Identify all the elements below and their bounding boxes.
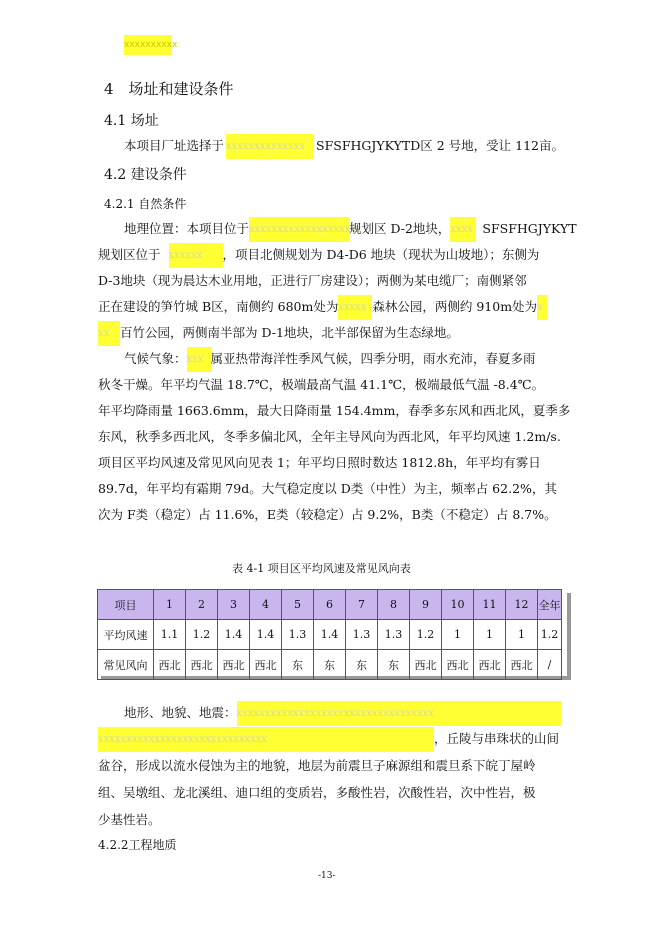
header-redacted-mark: xxxxxxxxxx (124, 35, 172, 55)
text: SFSFHGJYKYT (482, 221, 577, 236)
text: ，丘陵与串珠状的山间 (434, 731, 560, 746)
redacted-text: xxxxxxxxxxxxxxxxxxxxxxxxxxxxxxxxxxx (237, 701, 561, 726)
table-cell: 西北 (442, 650, 474, 680)
table-header-cell: 4 (250, 590, 282, 620)
table-header-cell: 2 (186, 590, 218, 620)
redacted-text: xxxxxxxxxxxxxxxxxxxxxxxxxxxxxx (98, 727, 434, 752)
table-cell: 西北 (506, 650, 538, 680)
table-cell: 1.3 (378, 620, 410, 650)
redacted-text: xxxxxxxxxxxxxxxxxxxx (249, 217, 349, 242)
text: 规划区 D-2地块， (349, 221, 451, 236)
table-cell: 1.2 (410, 620, 442, 650)
table-cell: 1 (506, 620, 538, 650)
redacted-text: xxxxx (338, 295, 372, 320)
table-cell: 西北 (410, 650, 442, 680)
table-cell: 平均风速 (98, 620, 154, 650)
table-header-cell: 7 (346, 590, 378, 620)
table-row (98, 650, 562, 680)
geo-line-4 (98, 294, 547, 320)
table-header-cell: 8 (378, 590, 410, 620)
table-header-cell: 9 (410, 590, 442, 620)
climate-line-2: 秋冬干燥。年平均气温 18.7℃，极端最高气温 41.1℃，极端最低气温 -8.4℃。 (98, 377, 545, 392)
table-cell: 东 (346, 650, 378, 680)
table-header-row (98, 590, 562, 620)
redacted-text: xxxxxx (169, 243, 223, 268)
table-cell: 东 (378, 650, 410, 680)
geo-line-1 (124, 216, 577, 242)
wind-table (97, 589, 562, 680)
climate-line-6: 89.7d，年平均有霜期 79d。大气稳定度以 D类（中性）为主，频率占 62.2%，其 (98, 481, 557, 496)
table-header-cell: 1 (154, 590, 186, 620)
table-header-cell: 项目 (98, 590, 154, 620)
text: 森林公园，两侧约 910m处为 (372, 299, 538, 314)
table-header-cell: 6 (314, 590, 346, 620)
table-header-cell: 11 (474, 590, 506, 620)
text: 规划区位于 (98, 247, 161, 262)
section-4-2-2-title: 4.2.2工程地质 (98, 838, 177, 852)
table-header-cell: 5 (282, 590, 314, 620)
table-cell: 1.4 (314, 620, 346, 650)
site-paragraph (124, 133, 564, 159)
redacted-text: xx (98, 321, 120, 346)
table-cell: 1.3 (346, 620, 378, 650)
table-cell: 西北 (250, 650, 282, 680)
table-caption: 表 4-1 项目区平均风速及常见风向表 (232, 562, 411, 575)
table-row (98, 620, 562, 650)
table-cell: 1 (442, 620, 474, 650)
table-cell: 1.4 (250, 620, 282, 650)
table-cell: 1.2 (538, 620, 562, 650)
table-cell: 常见风向 (98, 650, 154, 680)
geo-line-5 (98, 320, 459, 346)
terrain-line-3: 盆谷，形成以流水侵蚀为主的地貌，地层为前震旦子麻源组和震旦系下皖丁屋岭 (98, 758, 536, 773)
redacted-text: xxxx (450, 217, 476, 242)
climate-line-4: 东风，秋季多西北风，冬季多偏北风，全年主导风向为西北风，年平均风速 1.2m/s. (98, 429, 561, 444)
terrain-line-1 (124, 700, 561, 726)
text: 百竹公园，两侧南半部为 D-1地块，北半部保留为生态绿地。 (120, 325, 459, 340)
redacted-text: xxx (187, 347, 211, 372)
text: 地形、地貌、地震： (124, 705, 237, 720)
terrain-line-4: 组、吴墩组、龙北溪组、迪口组的变质岩，多酸性岩，次酸性岩，次中性岩，极 (98, 785, 536, 800)
table-header-cell: 12 (506, 590, 538, 620)
table-cell: 1 (474, 620, 506, 650)
section-4-2-1-title: 4.2.1 自然条件 (104, 197, 187, 211)
text: 地理位置：本项目位于 (124, 221, 250, 236)
redacted-text: xxxxxxxxxxxxxx (226, 134, 314, 159)
table-cell: 东 (282, 650, 314, 680)
table-cell: 1.4 (218, 620, 250, 650)
table-cell: 西北 (218, 650, 250, 680)
table-cell: 西北 (474, 650, 506, 680)
text: 属亚热带海洋性季风气候，四季分明，雨水充沛，春夏多雨 (210, 351, 536, 366)
redacted-text: x (537, 295, 547, 320)
table-cell: / (538, 650, 562, 680)
table-header-cell: 3 (218, 590, 250, 620)
table-cell: 西北 (186, 650, 218, 680)
terrain-line-5: 少基性岩。 (98, 812, 161, 827)
text: ，项目北侧规划为 D4-D6 地块（现状为山坡地）；东侧为 (222, 247, 540, 262)
climate-line-3: 年平均降雨量 1663.6mm，最大日降雨量 154.4mm，春季多东风和西北风，夏季多 (98, 403, 571, 418)
section-4-title: 4 场址和建设条件 (104, 80, 234, 98)
page-number: -13- (318, 871, 336, 881)
text: SFSFHGJYKYTD区 2 号地，受让 112亩。 (316, 138, 564, 153)
table-shadow-right (567, 593, 571, 680)
section-4-2-title: 4.2 建设条件 (104, 167, 187, 183)
climate-line-1 (124, 346, 536, 372)
table-cell: 1.2 (186, 620, 218, 650)
geo-line-3: D-3地块（现为晨达木业用地，正进行厂房建设）；两侧为某电缆厂；南侧紧邻 (98, 273, 527, 288)
table-header-cell: 10 (442, 590, 474, 620)
geo-line-2 (98, 242, 539, 268)
climate-line-7: 次为 F类（稳定）占 11.6%，E类（较稳定）占 9.2%，B类（不稳定）占 8.7%。 (98, 507, 557, 522)
table-cell: 东 (314, 650, 346, 680)
table-cell: 西北 (154, 650, 186, 680)
climate-line-5: 项目区平均风速及常见风向见表 1；年平均日照时数达 1812.8h，年平均有雾日 (98, 455, 541, 470)
table-cell: 1.3 (282, 620, 314, 650)
terrain-line-2 (98, 726, 559, 752)
table-cell: 1.1 (154, 620, 186, 650)
text: 正在建设的笋竹城 B区，南侧约 680m处为 (98, 299, 339, 314)
text: 气候气象： (124, 351, 187, 366)
text: 本项目厂址选择于 (124, 138, 225, 153)
section-4-1-title: 4.1 场址 (104, 113, 159, 129)
table-header-cell: 全年 (538, 590, 562, 620)
